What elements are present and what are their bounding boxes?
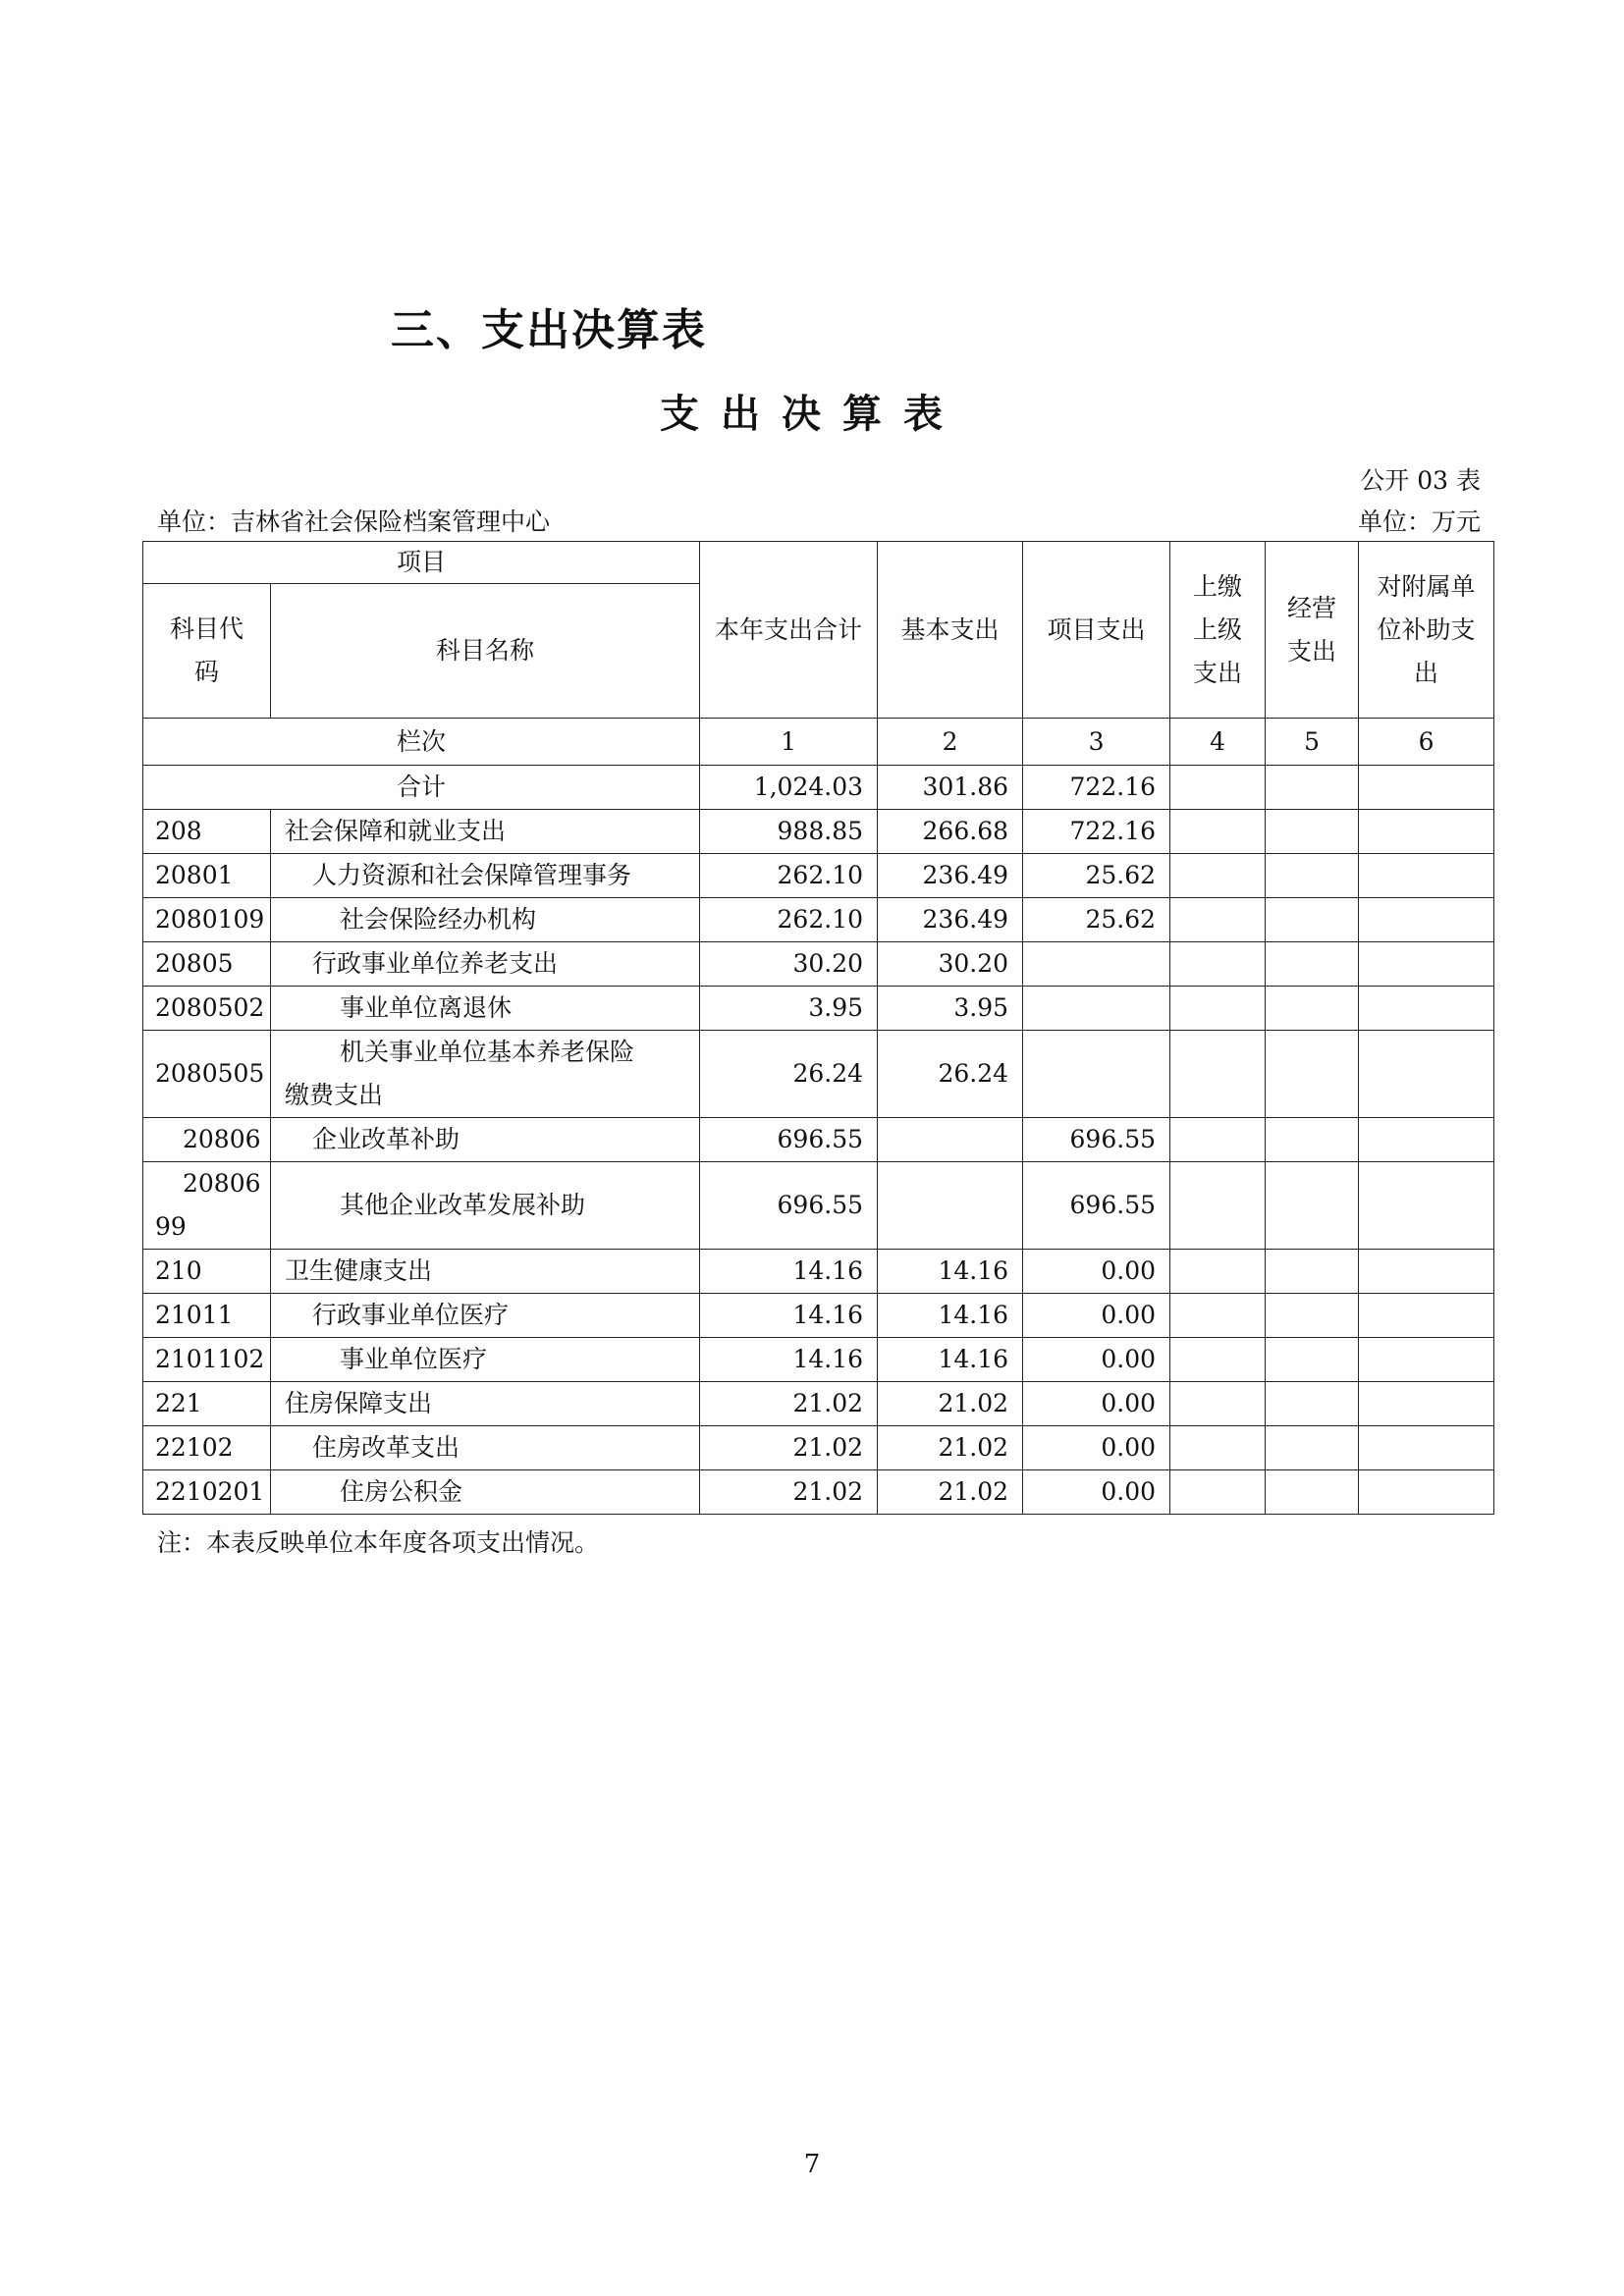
business-cell (1266, 1250, 1359, 1294)
remit-cell (1170, 1338, 1266, 1382)
project-cell: 0.00 (1023, 1294, 1170, 1338)
project-cell: 0.00 (1023, 1250, 1170, 1294)
name-cell: 其他企业改革发展补助 (271, 1162, 700, 1250)
total-cell: 14.16 (700, 1338, 878, 1382)
table-row (143, 1250, 1494, 1294)
project-cell: 0.00 (1023, 1470, 1170, 1515)
table-note: 注：本表反映单位本年度各项支出情况。 (157, 1528, 600, 1557)
business-cell (1266, 1162, 1359, 1250)
name-cell: 行政事业单位养老支出 (271, 942, 700, 987)
header-remit: 上缴上级支出 (1170, 542, 1266, 719)
total-cell: 262.10 (700, 898, 878, 942)
name-line-2: 缴费支出 (285, 1081, 384, 1109)
business-cell (1266, 942, 1359, 987)
code-cell: 20806 (143, 1118, 271, 1162)
project-cell: 696.55 (1023, 1118, 1170, 1162)
subsidy-cell (1359, 766, 1494, 810)
business-cell (1266, 766, 1359, 810)
table-row (143, 854, 1494, 898)
subsidy-cell (1359, 854, 1494, 898)
total-row (143, 766, 1494, 810)
unit-organization: 单位：吉林省社会保险档案管理中心 (157, 507, 551, 536)
total-cell: 1,024.03 (700, 766, 878, 810)
code-cell: 2210201 (143, 1470, 271, 1515)
subsidy-cell (1359, 942, 1494, 987)
project-cell: 25.62 (1023, 854, 1170, 898)
subsidy-cell (1359, 1250, 1494, 1294)
remit-cell (1170, 987, 1266, 1031)
column-number-4: 4 (1170, 719, 1266, 766)
column-number-label: 栏次 (143, 719, 700, 766)
name-line-1: 机关事业单位基本养老保险 (340, 1038, 635, 1066)
code-cell: 208 (143, 810, 271, 854)
total-label: 合计 (143, 766, 700, 810)
column-number-row (143, 719, 1494, 766)
basic-cell: 14.16 (878, 1250, 1023, 1294)
basic-cell: 14.16 (878, 1338, 1023, 1382)
business-cell (1266, 1382, 1359, 1426)
header-name: 科目名称 (271, 584, 700, 719)
basic-cell: 26.24 (878, 1031, 1023, 1118)
name-cell: 事业单位医疗 (271, 1338, 700, 1382)
remit-cell (1170, 1031, 1266, 1118)
remit-cell (1170, 1294, 1266, 1338)
table-row (143, 1162, 1494, 1250)
table-title: 支出决算表 (660, 392, 964, 437)
business-cell (1266, 854, 1359, 898)
code-cell: 20805 (143, 942, 271, 987)
header-code: 科目代码 (143, 584, 271, 719)
subsidy-cell (1359, 1118, 1494, 1162)
business-cell (1266, 987, 1359, 1031)
column-number-5: 5 (1266, 719, 1359, 766)
remit-cell (1170, 854, 1266, 898)
total-cell: 21.02 (700, 1426, 878, 1470)
name-cell: 企业改革补助 (271, 1118, 700, 1162)
project-cell (1023, 1031, 1170, 1118)
remit-cell (1170, 1250, 1266, 1294)
header-project-exp: 项目支出 (1023, 542, 1170, 719)
name-cell (271, 1031, 700, 1118)
project-cell: 722.16 (1023, 766, 1170, 810)
table-row (143, 1294, 1494, 1338)
remit-cell (1170, 810, 1266, 854)
header-business: 经营支出 (1266, 542, 1359, 719)
name-cell: 住房改革支出 (271, 1426, 700, 1470)
project-cell (1023, 987, 1170, 1031)
unit-currency: 单位：万元 (1357, 507, 1481, 536)
business-cell (1266, 1118, 1359, 1162)
remit-cell (1170, 1470, 1266, 1515)
name-cell: 住房保障支出 (271, 1382, 700, 1426)
code-cell: 20801 (143, 854, 271, 898)
total-cell: 262.10 (700, 854, 878, 898)
total-cell: 14.16 (700, 1250, 878, 1294)
code-cell: 22102 (143, 1426, 271, 1470)
code-cell: 2101102 (143, 1338, 271, 1382)
business-cell (1266, 1031, 1359, 1118)
project-cell: 0.00 (1023, 1382, 1170, 1426)
name-cell: 行政事业单位医疗 (271, 1294, 700, 1338)
header-total (700, 542, 878, 719)
project-cell (1023, 942, 1170, 987)
basic-cell: 301.86 (878, 766, 1023, 810)
business-cell (1266, 1294, 1359, 1338)
code-cell: 210 (143, 1250, 271, 1294)
total-cell: 696.55 (700, 1118, 878, 1162)
total-cell: 21.02 (700, 1470, 878, 1515)
basic-cell: 3.95 (878, 987, 1023, 1031)
remit-cell (1170, 1162, 1266, 1250)
table-row (143, 987, 1494, 1031)
subsidy-cell (1359, 898, 1494, 942)
subsidy-cell (1359, 1470, 1494, 1515)
project-cell: 722.16 (1023, 810, 1170, 854)
business-cell (1266, 898, 1359, 942)
header-project: 项目 (143, 542, 700, 584)
name-cell: 卫生健康支出 (271, 1250, 700, 1294)
basic-cell: 14.16 (878, 1294, 1023, 1338)
subsidy-cell (1359, 810, 1494, 854)
basic-cell: 266.68 (878, 810, 1023, 854)
name-cell: 事业单位离退休 (271, 987, 700, 1031)
basic-cell: 21.02 (878, 1382, 1023, 1426)
basic-cell: 21.02 (878, 1426, 1023, 1470)
business-cell (1266, 1426, 1359, 1470)
column-number-3: 3 (1023, 719, 1170, 766)
basic-cell: 21.02 (878, 1470, 1023, 1515)
code-cell: 2080505 (143, 1031, 271, 1118)
total-cell: 14.16 (700, 1294, 878, 1338)
business-cell (1266, 1470, 1359, 1515)
code-line-1: 20806 (183, 1169, 261, 1198)
section-heading: 三、支出决算表 (391, 305, 707, 355)
name-cell: 社会保险经办机构 (271, 898, 700, 942)
project-cell: 25.62 (1023, 898, 1170, 942)
remit-cell (1170, 1118, 1266, 1162)
header-row-1 (143, 542, 1494, 584)
table-row (143, 1426, 1494, 1470)
table-row (143, 1338, 1494, 1382)
code-cell: 21011 (143, 1294, 271, 1338)
table-row (143, 1031, 1494, 1118)
table-row (143, 1118, 1494, 1162)
basic-cell (878, 1162, 1023, 1250)
table-row (143, 810, 1494, 854)
table-row (143, 1382, 1494, 1426)
total-cell: 21.02 (700, 1382, 878, 1426)
remit-cell (1170, 1382, 1266, 1426)
basic-cell: 236.49 (878, 854, 1023, 898)
header-basic: 基本支出 (878, 542, 1023, 719)
table-row (143, 1470, 1494, 1515)
name-cell: 社会保障和就业支出 (271, 810, 700, 854)
subsidy-cell (1359, 1162, 1494, 1250)
total-cell: 26.24 (700, 1031, 878, 1118)
subsidy-cell (1359, 987, 1494, 1031)
name-cell: 住房公积金 (271, 1470, 700, 1515)
subsidy-cell (1359, 1294, 1494, 1338)
total-cell: 30.20 (700, 942, 878, 987)
basic-cell (878, 1118, 1023, 1162)
total-cell: 696.55 (700, 1162, 878, 1250)
business-cell (1266, 810, 1359, 854)
business-cell (1266, 1338, 1359, 1382)
subsidy-cell (1359, 1338, 1494, 1382)
column-number-1: 1 (700, 719, 878, 766)
code-cell: 2080502 (143, 987, 271, 1031)
subsidy-cell (1359, 1382, 1494, 1426)
form-number: 公开 03 表 (1360, 466, 1481, 495)
subsidy-cell (1359, 1426, 1494, 1470)
header-total-text: 本年支出合计 (715, 614, 863, 644)
code-cell: 221 (143, 1382, 271, 1426)
table-row (143, 898, 1494, 942)
column-number-2: 2 (878, 719, 1023, 766)
code-cell (143, 1162, 271, 1250)
code-line-2: 99 (155, 1212, 187, 1241)
project-cell: 0.00 (1023, 1426, 1170, 1470)
page-number: 7 (803, 2150, 821, 2179)
subsidy-cell (1359, 1031, 1494, 1118)
total-cell: 988.85 (700, 810, 878, 854)
code-cell: 2080109 (143, 898, 271, 942)
name-cell: 人力资源和社会保障管理事务 (271, 854, 700, 898)
remit-cell (1170, 898, 1266, 942)
remit-cell (1170, 942, 1266, 987)
total-cell: 3.95 (700, 987, 878, 1031)
project-cell: 0.00 (1023, 1338, 1170, 1382)
remit-cell (1170, 766, 1266, 810)
remit-cell (1170, 1426, 1266, 1470)
column-number-6: 6 (1359, 719, 1494, 766)
table-row (143, 942, 1494, 987)
project-cell: 696.55 (1023, 1162, 1170, 1250)
expenditure-table (142, 541, 1494, 1515)
basic-cell: 236.49 (878, 898, 1023, 942)
basic-cell: 30.20 (878, 942, 1023, 987)
header-subsidy: 对附属单位补助支出 (1359, 542, 1494, 719)
